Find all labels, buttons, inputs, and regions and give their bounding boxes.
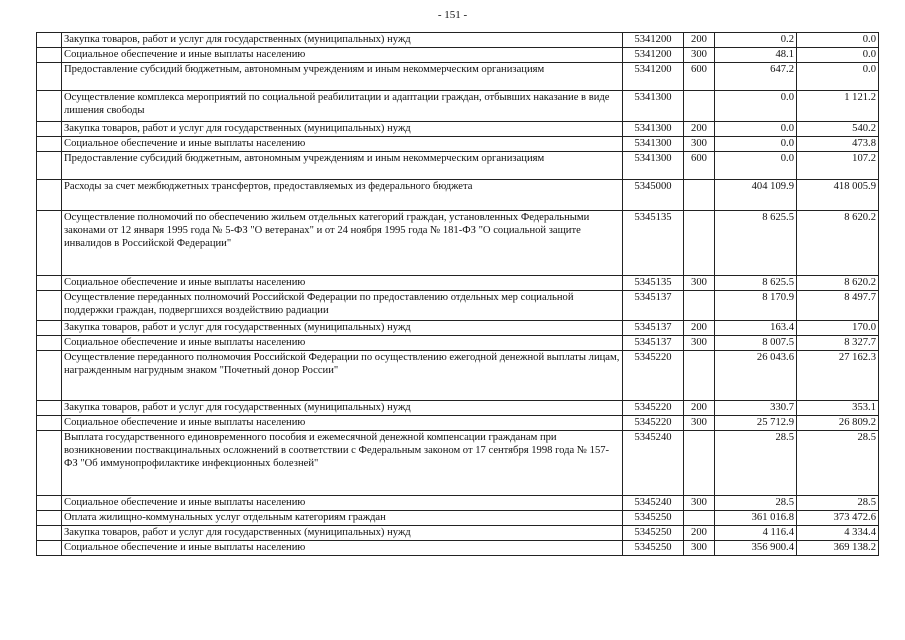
row-type-cell: 300 (684, 496, 715, 511)
row-name-cell: Социальное обеспечение и иные выплаты населению (62, 416, 623, 431)
row-value-2014-cell: 0.0 (715, 91, 797, 122)
row-type-cell (684, 511, 715, 526)
row-type-cell (684, 211, 715, 276)
row-value-2014-cell: 361 016.8 (715, 511, 797, 526)
row-value-2014-cell: 356 900.4 (715, 541, 797, 556)
row-type-cell: 600 (684, 152, 715, 180)
row-value-2015-cell: 473.8 (797, 137, 879, 152)
row-value-2014-cell: 25 712.9 (715, 416, 797, 431)
row-blank-cell (37, 180, 62, 211)
row-value-2015-cell: 28.5 (797, 496, 879, 511)
row-blank-cell (37, 33, 62, 48)
row-type-cell (684, 91, 715, 122)
row-value-2015-cell: 0.0 (797, 63, 879, 91)
row-blank-cell (37, 152, 62, 180)
row-blank-cell (37, 91, 62, 122)
row-type-cell (684, 180, 715, 211)
row-code-cell: 5345240 (623, 496, 684, 511)
row-name-cell: Закупка товаров, работ и услуг для государственных (муниципальных) нужд (62, 122, 623, 137)
row-blank-cell (37, 351, 62, 401)
row-value-2014-cell: 0.2 (715, 33, 797, 48)
row-code-cell: 5345220 (623, 351, 684, 401)
row-name-cell: Предоставление субсидий бюджетным, автономным учреждениям и иным некоммерческим организациям (62, 152, 623, 180)
table-row (37, 33, 879, 48)
row-type-cell (684, 431, 715, 496)
row-blank-cell (37, 48, 62, 63)
row-type-cell: 300 (684, 336, 715, 351)
row-blank-cell (37, 541, 62, 556)
row-name-cell: Выплата государственного единовременного пособия и ежемесячной денежной компенсации гражданам при возникновении поствакцинальных осложнений в соответствии с Федеральным законом от 17 сентября 1998 года № 157-ФЗ "Об иммунопрофилактике инфекционных болезней" (62, 431, 623, 496)
table-row (37, 401, 879, 416)
row-type-cell: 300 (684, 416, 715, 431)
row-blank-cell (37, 511, 62, 526)
row-code-cell: 5345250 (623, 526, 684, 541)
row-name-cell: Социальное обеспечение и иные выплаты населению (62, 541, 623, 556)
row-code-cell: 5345220 (623, 401, 684, 416)
row-blank-cell (37, 401, 62, 416)
row-name-cell: Социальное обеспечение и иные выплаты населению (62, 276, 623, 291)
row-value-2014-cell: 28.5 (715, 496, 797, 511)
row-value-2014-cell: 0.0 (715, 122, 797, 137)
row-value-2014-cell: 8 170.9 (715, 291, 797, 321)
row-name-cell: Оплата жилищно-коммунальных услуг отдельным категориям граждан (62, 511, 623, 526)
row-code-cell: 5345135 (623, 276, 684, 291)
row-value-2014-cell: 48.1 (715, 48, 797, 63)
table-row (37, 511, 879, 526)
row-type-cell: 300 (684, 541, 715, 556)
row-code-cell: 5341300 (623, 152, 684, 180)
row-name-cell: Предоставление субсидий бюджетным, автономным учреждениям и иным некоммерческим организациям (62, 63, 623, 91)
table-row (37, 276, 879, 291)
row-name-cell: Социальное обеспечение и иные выплаты населению (62, 336, 623, 351)
row-code-cell: 5341300 (623, 91, 684, 122)
row-blank-cell (37, 291, 62, 321)
row-value-2014-cell: 404 109.9 (715, 180, 797, 211)
row-code-cell: 5345137 (623, 291, 684, 321)
table-row (37, 351, 879, 401)
row-blank-cell (37, 526, 62, 541)
table-row (37, 152, 879, 180)
row-value-2014-cell: 28.5 (715, 431, 797, 496)
table-row (37, 211, 879, 276)
row-value-2014-cell: 8 007.5 (715, 336, 797, 351)
row-value-2015-cell: 353.1 (797, 401, 879, 416)
row-value-2014-cell: 8 625.5 (715, 211, 797, 276)
table-row (37, 496, 879, 511)
table-row (37, 416, 879, 431)
row-value-2015-cell: 0.0 (797, 33, 879, 48)
row-name-cell: Закупка товаров, работ и услуг для государственных (муниципальных) нужд (62, 526, 623, 541)
row-code-cell: 5345000 (623, 180, 684, 211)
row-value-2014-cell: 0.0 (715, 152, 797, 180)
row-blank-cell (37, 431, 62, 496)
row-code-cell: 5345240 (623, 431, 684, 496)
row-name-cell: Закупка товаров, работ и услуг для государственных (муниципальных) нужд (62, 401, 623, 416)
row-code-cell: 5345250 (623, 541, 684, 556)
row-value-2015-cell: 28.5 (797, 431, 879, 496)
page-number: - 151 - (437, 9, 468, 21)
row-code-cell: 5345250 (623, 511, 684, 526)
row-type-cell: 200 (684, 321, 715, 336)
row-code-cell: 5341200 (623, 33, 684, 48)
table-row (37, 336, 879, 351)
row-value-2015-cell: 27 162.3 (797, 351, 879, 401)
row-blank-cell (37, 321, 62, 336)
row-name-cell: Осуществление переданного полномочия Российской Федерации по осуществлению ежегодной денежной выплаты лицам, награжденным нагрудным знаком "Почетный донор России" (62, 351, 623, 401)
row-type-cell: 200 (684, 526, 715, 541)
row-value-2014-cell: 647.2 (715, 63, 797, 91)
row-blank-cell (37, 122, 62, 137)
table-row (37, 541, 879, 556)
row-code-cell: 5341200 (623, 48, 684, 63)
row-code-cell: 5341200 (623, 63, 684, 91)
row-type-cell: 200 (684, 33, 715, 48)
table-row (37, 431, 879, 496)
table-row (37, 526, 879, 541)
row-value-2015-cell: 8 620.2 (797, 276, 879, 291)
row-name-cell: Социальное обеспечение и иные выплаты населению (62, 137, 623, 152)
row-value-2015-cell: 0.0 (797, 48, 879, 63)
budget-table-body (37, 33, 879, 556)
row-value-2015-cell: 8 327.7 (797, 336, 879, 351)
row-value-2015-cell: 8 620.2 (797, 211, 879, 276)
row-value-2015-cell: 369 138.2 (797, 541, 879, 556)
row-name-cell: Закупка товаров, работ и услуг для государственных (муниципальных) нужд (62, 33, 623, 48)
row-value-2015-cell: 4 334.4 (797, 526, 879, 541)
row-type-cell (684, 291, 715, 321)
row-code-cell: 5345135 (623, 211, 684, 276)
row-blank-cell (37, 63, 62, 91)
table-row (37, 137, 879, 152)
row-value-2015-cell: 540.2 (797, 122, 879, 137)
row-name-cell: Закупка товаров, работ и услуг для государственных (муниципальных) нужд (62, 321, 623, 336)
row-value-2015-cell: 170.0 (797, 321, 879, 336)
row-blank-cell (37, 336, 62, 351)
row-value-2015-cell: 26 809.2 (797, 416, 879, 431)
row-name-cell: Расходы за счет межбюджетных трансфертов, предоставляемых из федерального бюджета (62, 180, 623, 211)
row-type-cell: 300 (684, 276, 715, 291)
row-value-2015-cell: 107.2 (797, 152, 879, 180)
row-blank-cell (37, 416, 62, 431)
row-type-cell: 200 (684, 122, 715, 137)
row-value-2014-cell: 8 625.5 (715, 276, 797, 291)
row-name-cell: Социальное обеспечение и иные выплаты населению (62, 496, 623, 511)
row-type-cell: 300 (684, 48, 715, 63)
table-row (37, 48, 879, 63)
row-code-cell: 5341300 (623, 137, 684, 152)
row-value-2015-cell: 373 472.6 (797, 511, 879, 526)
row-name-cell: Осуществление комплекса мероприятий по социальной реабилитации и адаптации граждан, отбывших наказание в виде лишения свободы (62, 91, 623, 122)
row-value-2015-cell: 418 005.9 (797, 180, 879, 211)
table-row (37, 122, 879, 137)
row-name-cell: Осуществление полномочий по обеспечению жильем отдельных категорий граждан, установленных Федеральными законами от 12 января 1995 года № 5-ФЗ "О ветеранах" и от 24 ноября 1995 года № 181-ФЗ "О социальной защите инвалидов в Российской Федерации" (62, 211, 623, 276)
table-row (37, 63, 879, 91)
row-name-cell: Осуществление переданных полномочий Российской Федерации по предоставлению отдельных мер социальной поддержки граждан, подвергшихся воздействию радиации (62, 291, 623, 321)
row-type-cell: 300 (684, 137, 715, 152)
row-blank-cell (37, 496, 62, 511)
row-code-cell: 5345137 (623, 321, 684, 336)
row-value-2014-cell: 0.0 (715, 137, 797, 152)
budget-table (36, 32, 879, 556)
row-type-cell: 600 (684, 63, 715, 91)
row-code-cell: 5341300 (623, 122, 684, 137)
row-blank-cell (37, 276, 62, 291)
row-value-2015-cell: 1 121.2 (797, 91, 879, 122)
row-blank-cell (37, 137, 62, 152)
row-type-cell (684, 351, 715, 401)
row-code-cell: 5345220 (623, 416, 684, 431)
row-type-cell: 200 (684, 401, 715, 416)
table-row (37, 91, 879, 122)
row-name-cell: Социальное обеспечение и иные выплаты населению (62, 48, 623, 63)
row-value-2015-cell: 8 497.7 (797, 291, 879, 321)
row-blank-cell (37, 211, 62, 276)
table-row (37, 291, 879, 321)
row-value-2014-cell: 163.4 (715, 321, 797, 336)
table-row (37, 180, 879, 211)
row-code-cell: 5345137 (623, 336, 684, 351)
row-value-2014-cell: 26 043.6 (715, 351, 797, 401)
table-row (37, 321, 879, 336)
row-value-2014-cell: 4 116.4 (715, 526, 797, 541)
row-value-2014-cell: 330.7 (715, 401, 797, 416)
